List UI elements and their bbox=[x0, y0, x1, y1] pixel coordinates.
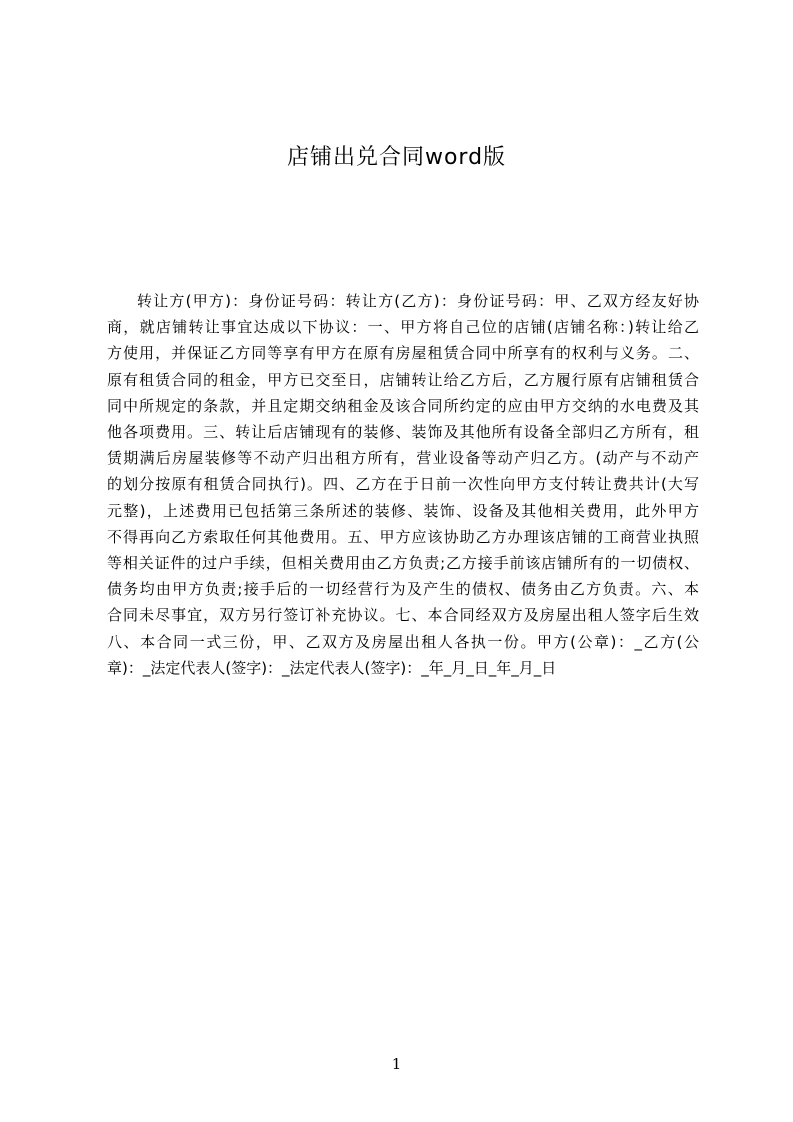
body-line-11: 等相关证件的过户手续，但相关费用由乙方负责;乙方接手前该店铺所有的一切债权、 bbox=[107, 554, 699, 573]
body-line-7: 赁期满后房屋装修等不动产归出租方所有，营业设备等动产归乙方。(动产与不动产 bbox=[107, 449, 699, 468]
body-line-12: 债务均由甲方负责;接手后的一切经营行为及产生的债权、债务由乙方负责。六、本 bbox=[107, 580, 699, 599]
document-title: 店铺出兑合同word版 bbox=[286, 145, 507, 170]
body-line-13: 合同未尽事宜，双方另行签订补充协议。七、本合同经双方及房屋出租人签字后生效 bbox=[107, 606, 699, 625]
page-number: 1 bbox=[391, 1055, 402, 1073]
body-line-9: 元整)，上述费用已包括第三条所述的装修、装饰、设备及其他相关费用，此外甲方 bbox=[107, 501, 699, 520]
body-line-8: 的划分按原有租赁合同执行)。四、乙方在于日前一次性向甲方支付转让费共计(大写 bbox=[107, 475, 699, 494]
body-line-10: 不得再向乙方索取任何其他费用。五、甲方应该协助乙方办理该店铺的工商营业执照 bbox=[107, 527, 699, 546]
body-line-5: 同中所规定的条款，并且定期交纳租金及该合同所约定的应由甲方交纳的水电费及其 bbox=[107, 396, 699, 415]
body-line-6: 他各项费用。三、转让后店铺现有的装修、装饰及其他所有设备全部归乙方所有，租 bbox=[107, 423, 699, 442]
body-line-2: 商，就店铺转让事宜达成以下协议：一、甲方将自己位的店铺(店铺名称：)转让给乙 bbox=[107, 318, 699, 337]
contract-body bbox=[107, 288, 699, 681]
body-line-4: 原有租赁合同的租金，甲方已交至日，店铺转让给乙方后，乙方履行原有店铺租赁合 bbox=[107, 370, 699, 389]
body-line-14: 八、本合同一式三份，甲、乙双方及房屋出租人各执一份。甲方(公章)：_乙方(公 bbox=[107, 632, 699, 651]
body-line-15: 章)：_法定代表人(签字)：_法定代表人(签字)：_年_月_日_年_月_日 bbox=[107, 658, 557, 677]
body-line-1: 转让方(甲方)：身份证号码：转让方(乙方)：身份证号码：甲、乙双方经友好协 bbox=[137, 292, 699, 310]
body-line-3: 方使用，并保证乙方同等享有甲方在原有房屋租赁合同中所享有的权利与义务。二、 bbox=[107, 344, 699, 363]
